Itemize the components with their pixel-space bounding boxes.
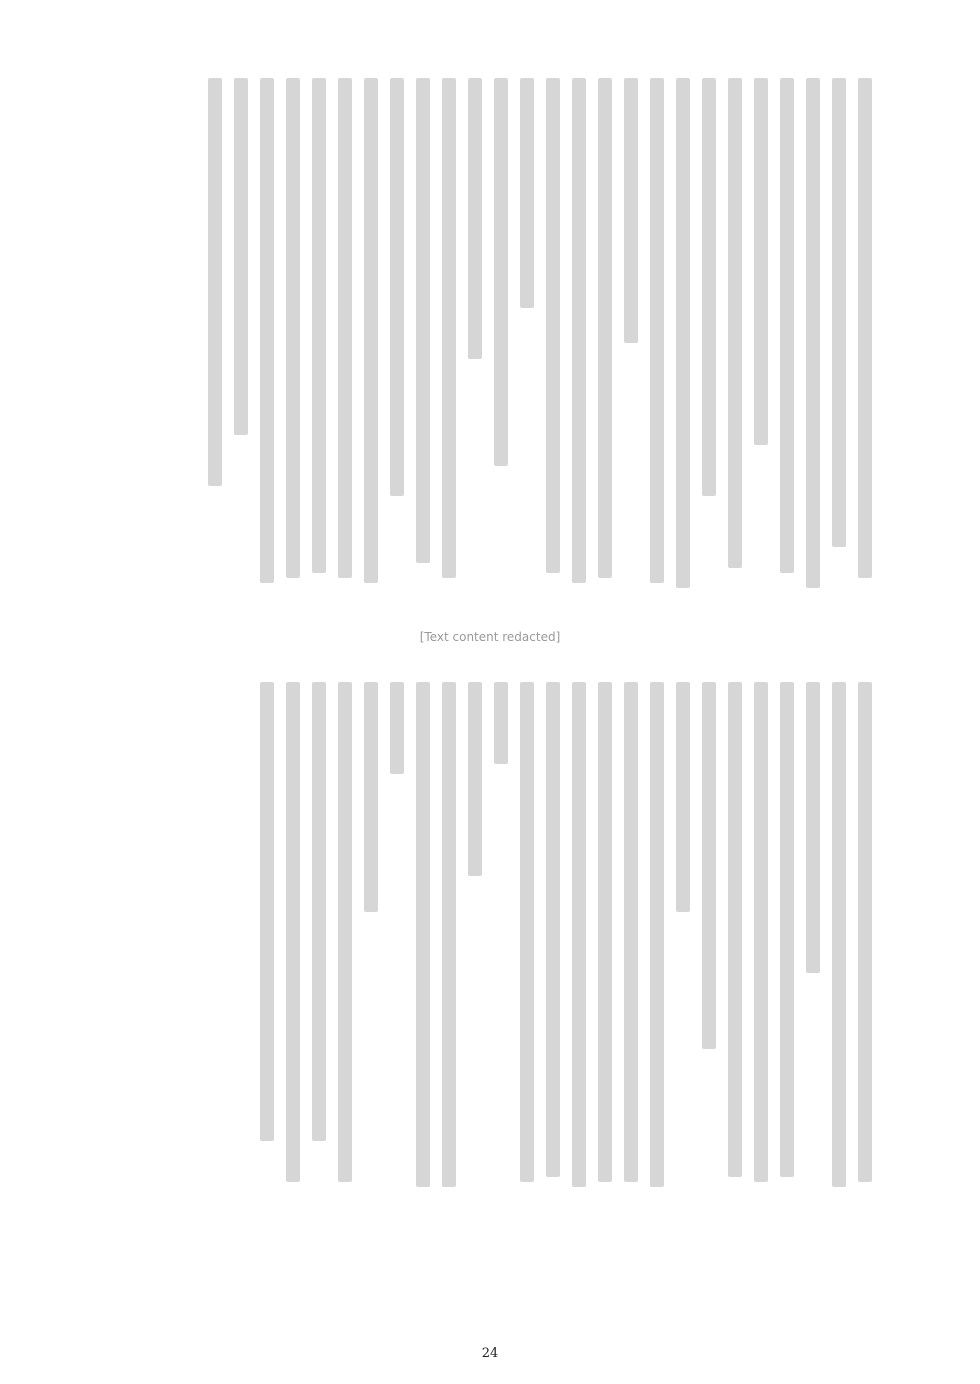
redacted-text [650,682,664,1187]
text-column [696,682,722,1192]
text-column [566,682,592,1192]
text-column [254,682,280,1192]
text-column [592,78,618,588]
text-column [202,78,228,588]
text-column [306,78,332,588]
redacted-text [598,78,612,578]
redacted-text [572,682,586,1187]
text-column [800,78,826,588]
redacted-text [468,78,482,359]
redacted-text [546,78,560,573]
text-column [436,682,462,1192]
text-column [748,78,774,588]
redacted-text [338,682,352,1182]
redacted-text [494,78,508,466]
page-number: 24 [481,1346,499,1361]
text-column [800,682,826,1192]
redacted-text [754,78,768,445]
redacted-text [650,78,664,583]
text-column [280,682,306,1192]
text-column [826,78,852,588]
text-column [358,78,384,588]
text-column [488,682,514,1192]
redacted-text [702,78,716,496]
redacted-text [806,78,820,588]
redacted-text [858,78,872,578]
text-column [644,682,670,1192]
redacted-text [286,682,300,1182]
redacted-text [234,78,248,435]
text-column [384,682,410,1192]
text-column [774,682,800,1192]
redacted-text [546,682,560,1177]
redacted-text [858,682,872,1182]
text-column [462,682,488,1192]
text-column [488,78,514,588]
text-column [540,78,566,588]
redacted-text [780,682,794,1177]
redacted-text [780,78,794,573]
redacted-text [702,682,716,1049]
redacted-text [364,682,378,912]
text-column [384,78,410,588]
text-column [306,682,332,1192]
redacted-text [442,682,456,1187]
text-column [826,682,852,1192]
text-column [774,78,800,588]
redacted-text [728,682,742,1177]
text-column [618,78,644,588]
redacted-text [728,78,742,568]
text-column [280,78,306,588]
redacted-text [312,78,326,573]
text-column [696,78,722,588]
text-column [332,78,358,588]
redacted-text [416,682,430,1187]
redacted-text [364,78,378,583]
text-column [618,682,644,1192]
redacted-text [416,78,430,563]
redacted-text [390,682,404,774]
redacted-text [832,78,846,547]
redacted-text [390,78,404,496]
redacted-text [572,78,586,583]
text-column [514,682,540,1192]
text-column [722,78,748,588]
redacted-text [806,682,820,973]
text-column [436,78,462,588]
redacted-text [754,682,768,1182]
text-column [566,78,592,588]
text-column [722,682,748,1192]
redacted-text [832,682,846,1187]
text-column [410,682,436,1192]
redacted-text [286,78,300,578]
text-column [592,682,618,1192]
text-column [852,78,878,588]
text-column [332,682,358,1192]
redacted-text [208,78,222,486]
redacted-text [468,682,482,876]
text-column [462,78,488,588]
redacted-text [520,78,534,308]
text-column [748,682,774,1192]
redacted-text [260,78,274,583]
redacted-text [676,682,690,912]
text-column [852,682,878,1192]
text-column [670,78,696,588]
redacted-text [312,682,326,1141]
text-column [644,78,670,588]
redacted-text [260,682,274,1141]
text-column [254,78,280,588]
redacted-text [442,78,456,578]
redacted-text [494,682,508,764]
text-column [670,682,696,1192]
redacted-text [624,78,638,343]
redacted-text [598,682,612,1182]
redacted-text [624,682,638,1182]
text-column [410,78,436,588]
redacted-text [338,78,352,578]
redacted-text [676,78,690,588]
text-column [228,78,254,588]
redacted-text [520,682,534,1182]
text-column [358,682,384,1192]
redaction-notice: [Text content redacted] [419,630,561,644]
lower-text-block [118,682,878,1192]
text-column [514,78,540,588]
text-column [540,682,566,1192]
upper-text-block [118,78,878,588]
